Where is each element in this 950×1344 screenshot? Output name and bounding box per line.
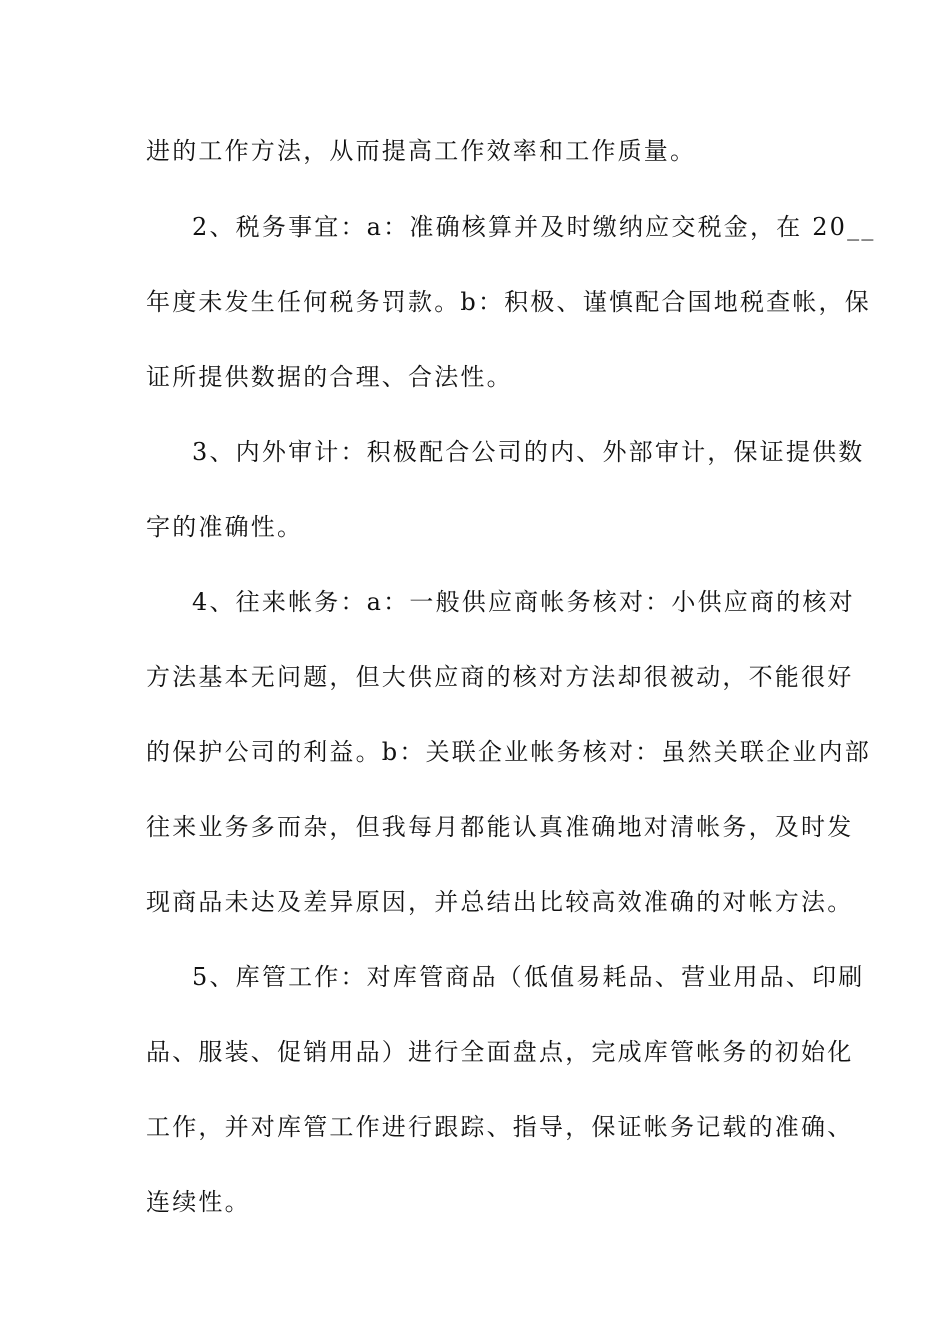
text-line: 工作，并对库管工作进行跟踪、指导，保证帐务记载的准确、: [146, 1113, 854, 1141]
paragraph-4-start: 4、往来帐务：a：一般供应商帐务核对：小供应商的核对: [192, 588, 855, 616]
text-line: 现商品未达及差异原因，并总结出比较高效准确的对帐方法。: [146, 888, 854, 916]
text-line: 年度未发生任何税务罚款。b：积极、谨慎配合国地税查帐，保: [146, 288, 871, 316]
text-line: 字的准确性。: [146, 513, 304, 541]
paragraph-2-start: 2、税务事宜：a：准确核算并及时缴纳应交税金，在 20__: [192, 213, 876, 241]
text-line: 方法基本无问题，但大供应商的核对方法却很被动，不能很好: [146, 663, 854, 691]
paragraph-5-start: 5、库管工作：对库管商品（低值易耗品、营业用品、印刷: [192, 963, 865, 991]
text-line: 连续性。: [146, 1188, 251, 1216]
text-line: 往来业务多而杂，但我每月都能认真准确地对清帐务，及时发: [146, 813, 854, 841]
text-line: 进的工作方法，从而提高工作效率和工作质量。: [146, 137, 697, 165]
text-line: 证所提供数据的合理、合法性。: [146, 363, 513, 391]
text-line: 的保护公司的利益。b：关联企业帐务核对：虽然关联企业内部: [146, 738, 871, 766]
paragraph-3-start: 3、内外审计：积极配合公司的内、外部审计，保证提供数: [192, 438, 865, 466]
text-line: 品、服装、促销用品）进行全面盘点，完成库管帐务的初始化: [146, 1038, 854, 1066]
